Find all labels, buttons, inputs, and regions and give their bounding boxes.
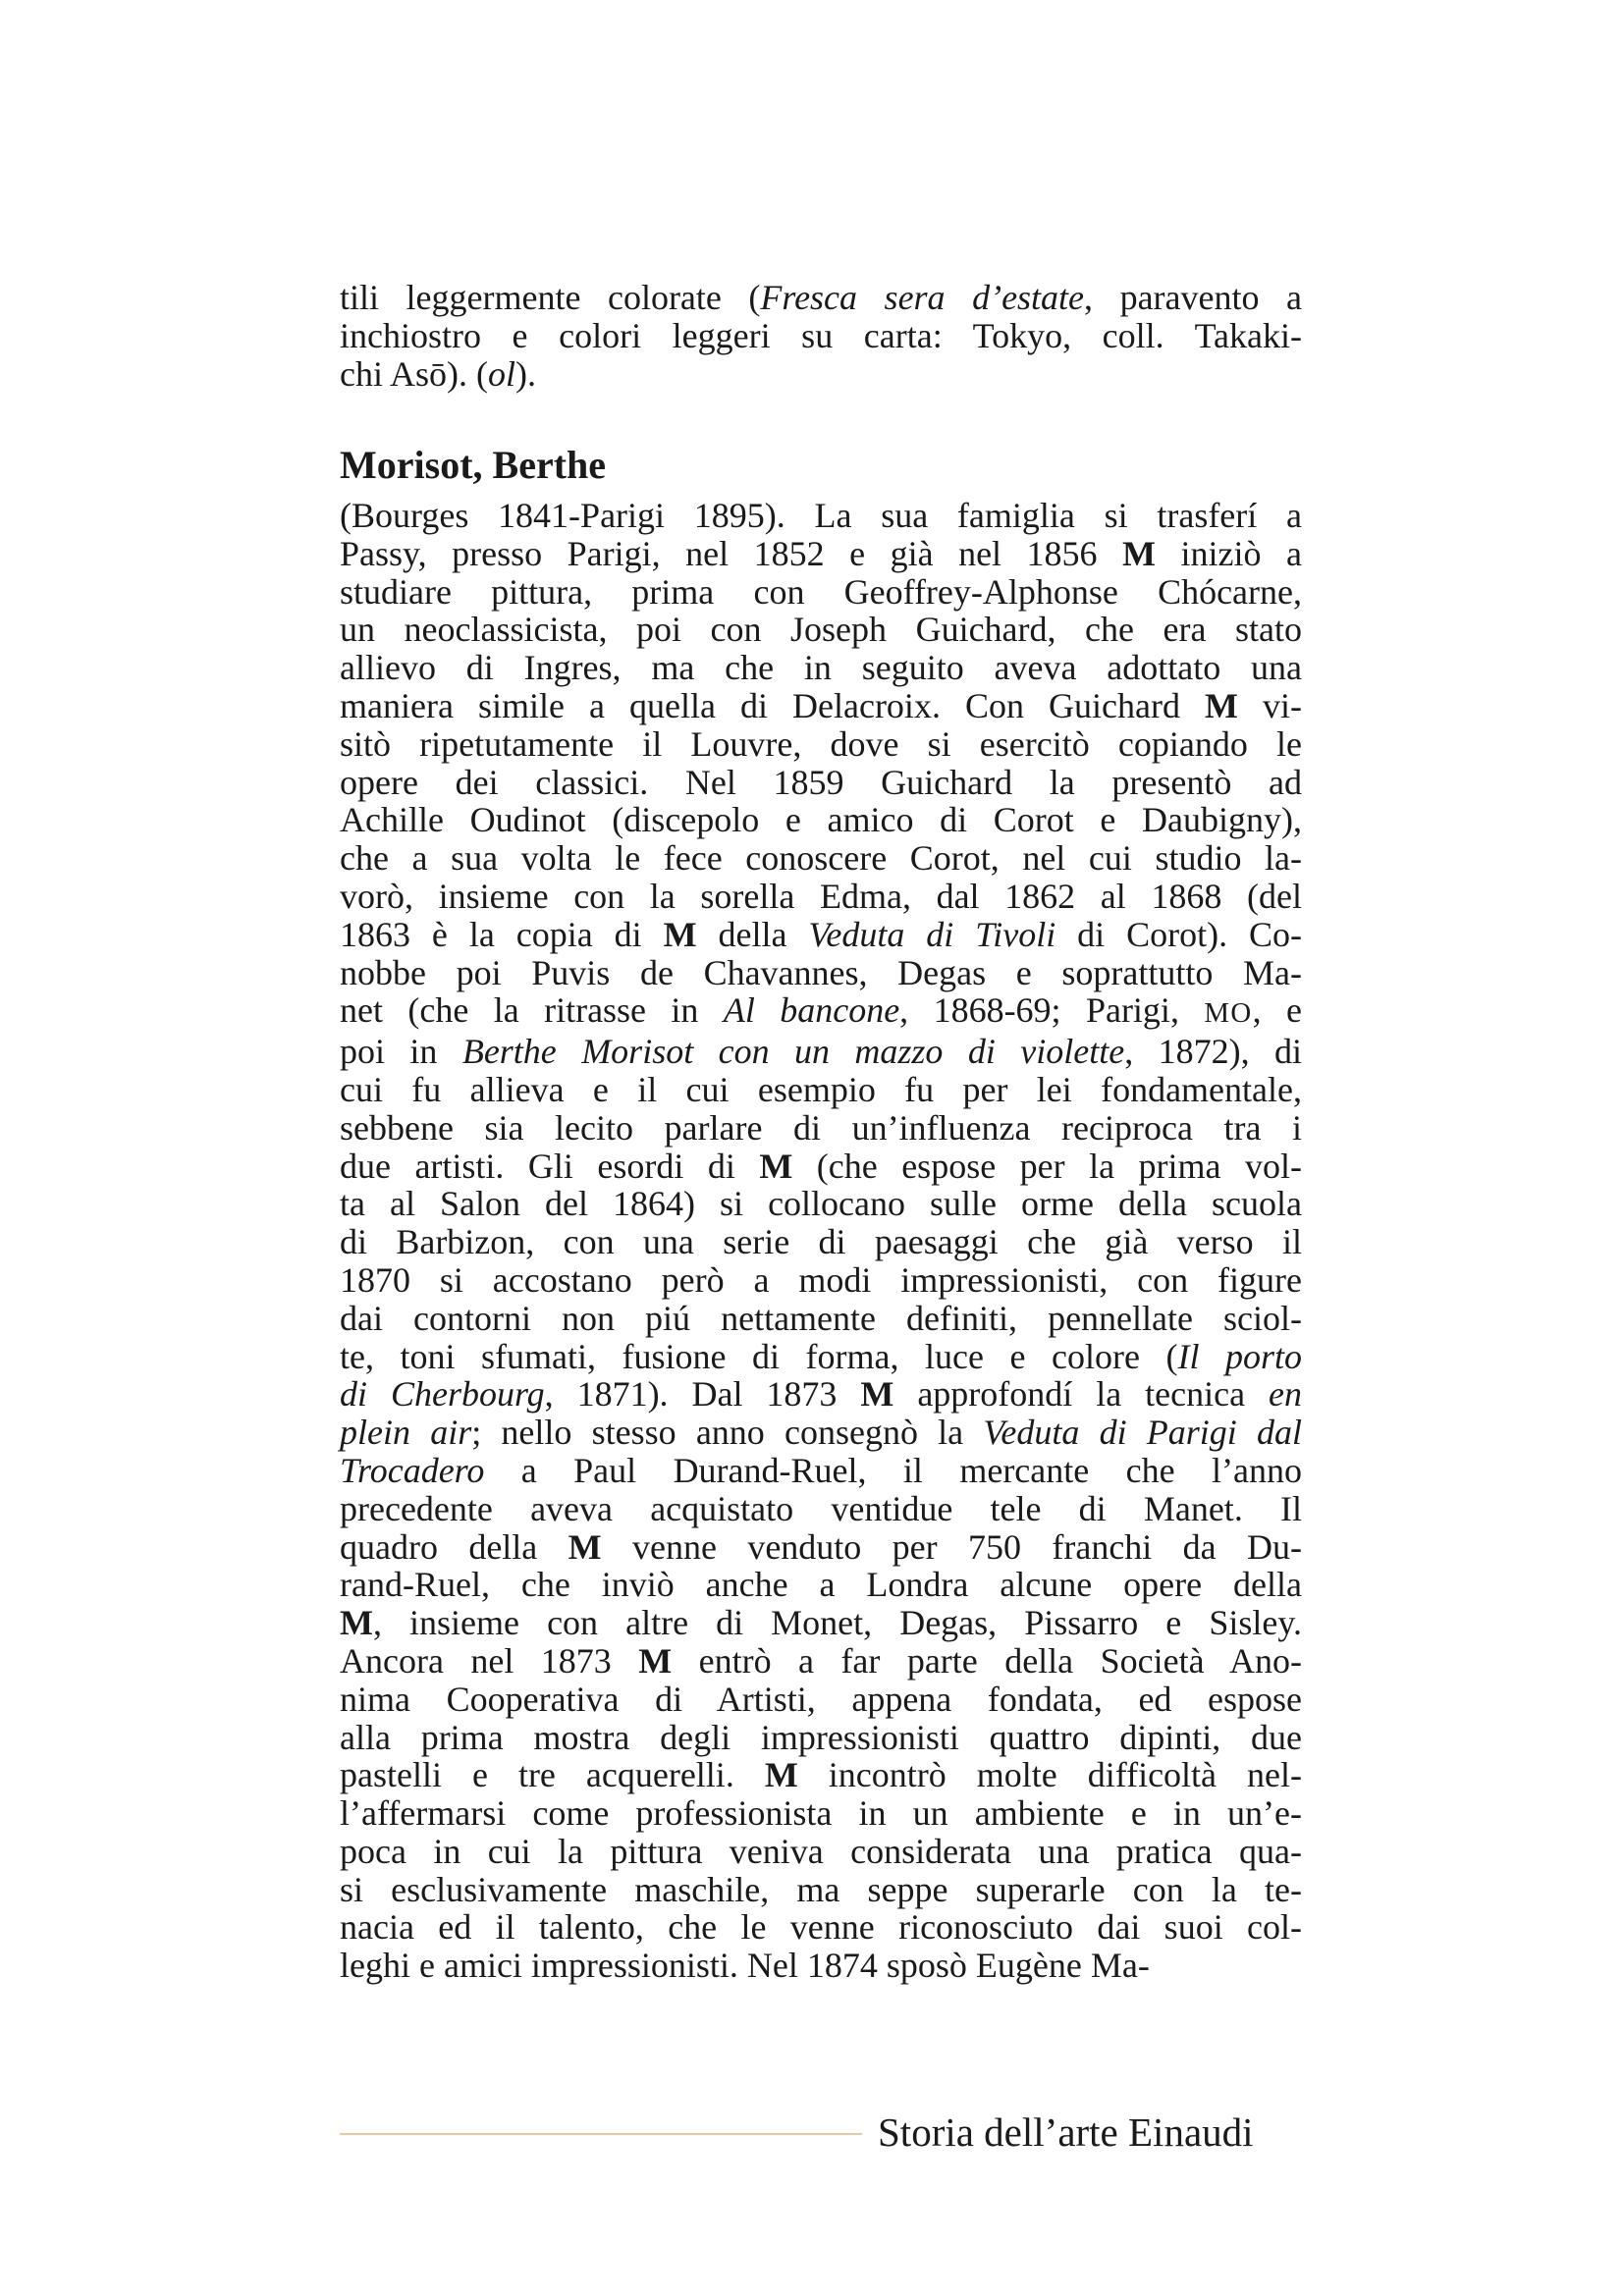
entry-line: Trocadero a Paul Durand-Ruel, il mercante che l’anno <box>340 1450 1302 1490</box>
entry-line: poi in Berthe Morisot con un mazzo di violette, 1872), di <box>340 1032 1302 1072</box>
entry-line: l’affermarsi come professionista in un ambiente e in un’e- <box>340 1793 1302 1834</box>
intro-line: chi Asō). (ol). <box>340 353 536 394</box>
entry-line: cui fu allieva e il cui esempio fu per lei fondamentale, <box>340 1069 1302 1109</box>
footer-rule <box>340 2133 862 2135</box>
entry-line: allievo di Ingres, ma che in seguito aveva adottato una <box>340 648 1302 688</box>
entry-line: te, toni sfumati, fusione di forma, luce e colore (Il porto <box>340 1336 1302 1376</box>
entry-line: che a sua volta le fece conoscere Corot, nel cui studio la- <box>340 838 1302 879</box>
entry-line: nobbe poi Puvis de Chavannes, Degas e soprattutto Ma- <box>340 952 1302 992</box>
entry-line: opere dei classici. Nel 1859 Guichard la presentò ad <box>340 762 1302 802</box>
entry-line: un neoclassicista, poi con Joseph Guichard, che era stato <box>340 610 1302 650</box>
entry-line: pastelli e tre acquerelli. M incontrò molte difficoltà nel- <box>340 1755 1302 1795</box>
entry-line: due artisti. Gli esordi di M (che espose per la prima vol- <box>340 1146 1302 1186</box>
entry-line: Ancora nel 1873 M entrò a far parte della Società Ano- <box>340 1640 1302 1681</box>
entry-line: nacia ed il talento, che le venne riconosciuto dai suoi col- <box>340 1907 1302 1948</box>
entry-line: dai contorni non piú nettamente definiti, pennellate sciol- <box>340 1298 1302 1338</box>
entry-line: maniera simile a quella di Delacroix. Con Guichard M vi- <box>340 685 1302 725</box>
entry-line: Achille Oudinot (discepolo e amico di Corot e Daubigny), <box>340 800 1302 840</box>
entry-line: plein air; nello stesso anno consegnò la Veduta di Parigi dal <box>340 1413 1302 1453</box>
entry-title: Morisot, Berthe <box>340 443 607 487</box>
footer-publisher: Storia dell’arte Einaudi <box>878 2109 1254 2155</box>
entry-line: ta al Salon del 1864) si collocano sulle orme della scuola <box>340 1184 1302 1224</box>
entry-line: si esclusivamente maschile, ma seppe superarle con la te- <box>340 1869 1302 1909</box>
entry-line: precedente aveva acquistato ventidue tele di Manet. Il <box>340 1488 1302 1528</box>
entry-line: 1870 si accostano però a modi impressionisti, con figure <box>340 1259 1302 1300</box>
entry-line: leghi e amici impressionisti. Nel 1874 sposò Eugène Ma- <box>340 1946 1150 1986</box>
intro-paragraph <box>340 279 1302 393</box>
entry-line: quadro della M venne venduto per 750 franchi da Du- <box>340 1526 1302 1567</box>
entry-line: (Bourges 1841-Parigi 1895). La sua famiglia si trasferí a <box>340 496 1302 535</box>
entry-line: M, insieme con altre di Monet, Degas, Pissarro e Sisley. <box>340 1603 1302 1643</box>
entry-line: vorò, insieme con la sorella Edma, dal 1862 al 1868 (del <box>340 876 1302 916</box>
entry-line: nima Cooperativa di Artisti, appena fondata, ed espose <box>340 1679 1302 1719</box>
entry-line: di Barbizon, con una serie di paesaggi che già verso il <box>340 1222 1302 1262</box>
entry-line: rand-Ruel, che inviò anche a Londra alcune opere della <box>340 1565 1302 1605</box>
intro-line: inchiostro e colori leggeri su carta: Tokyo, coll. Takaki- <box>340 315 1302 355</box>
intro-line: tili leggermente colorate (Fresca sera d’estate, paravento a <box>340 278 1302 317</box>
entry-line: Passy, presso Parigi, nel 1852 e già nel 1856 M iniziò a <box>340 533 1302 573</box>
entry-body <box>340 497 1302 1985</box>
entry-line: 1863 è la copia di M della Veduta di Tivoli di Corot). Co- <box>340 914 1302 954</box>
page-content <box>340 278 1302 1986</box>
entry-line: sebbene sia lecito parlare di un’influenza reciproca tra i <box>340 1107 1302 1148</box>
entry-line: alla prima mostra degli impressionisti quattro dipinti, due <box>340 1717 1302 1757</box>
entry-line: net (che la ritrasse in Al bancone, 1868-69; Parigi, MO, e <box>340 990 1302 1031</box>
entry-line: sitò ripetutamente il Louvre, dove si esercitò copiando le <box>340 723 1302 764</box>
entry-line: di Cherbourg, 1871). Dal 1873 M approfondí la tecnica en <box>340 1374 1302 1415</box>
entry-line: studiare pittura, prima con Geoffrey-Alphonse Chócarne, <box>340 571 1302 612</box>
entry-line: poca in cui la pittura veniva considerata una pratica qua- <box>340 1831 1302 1871</box>
